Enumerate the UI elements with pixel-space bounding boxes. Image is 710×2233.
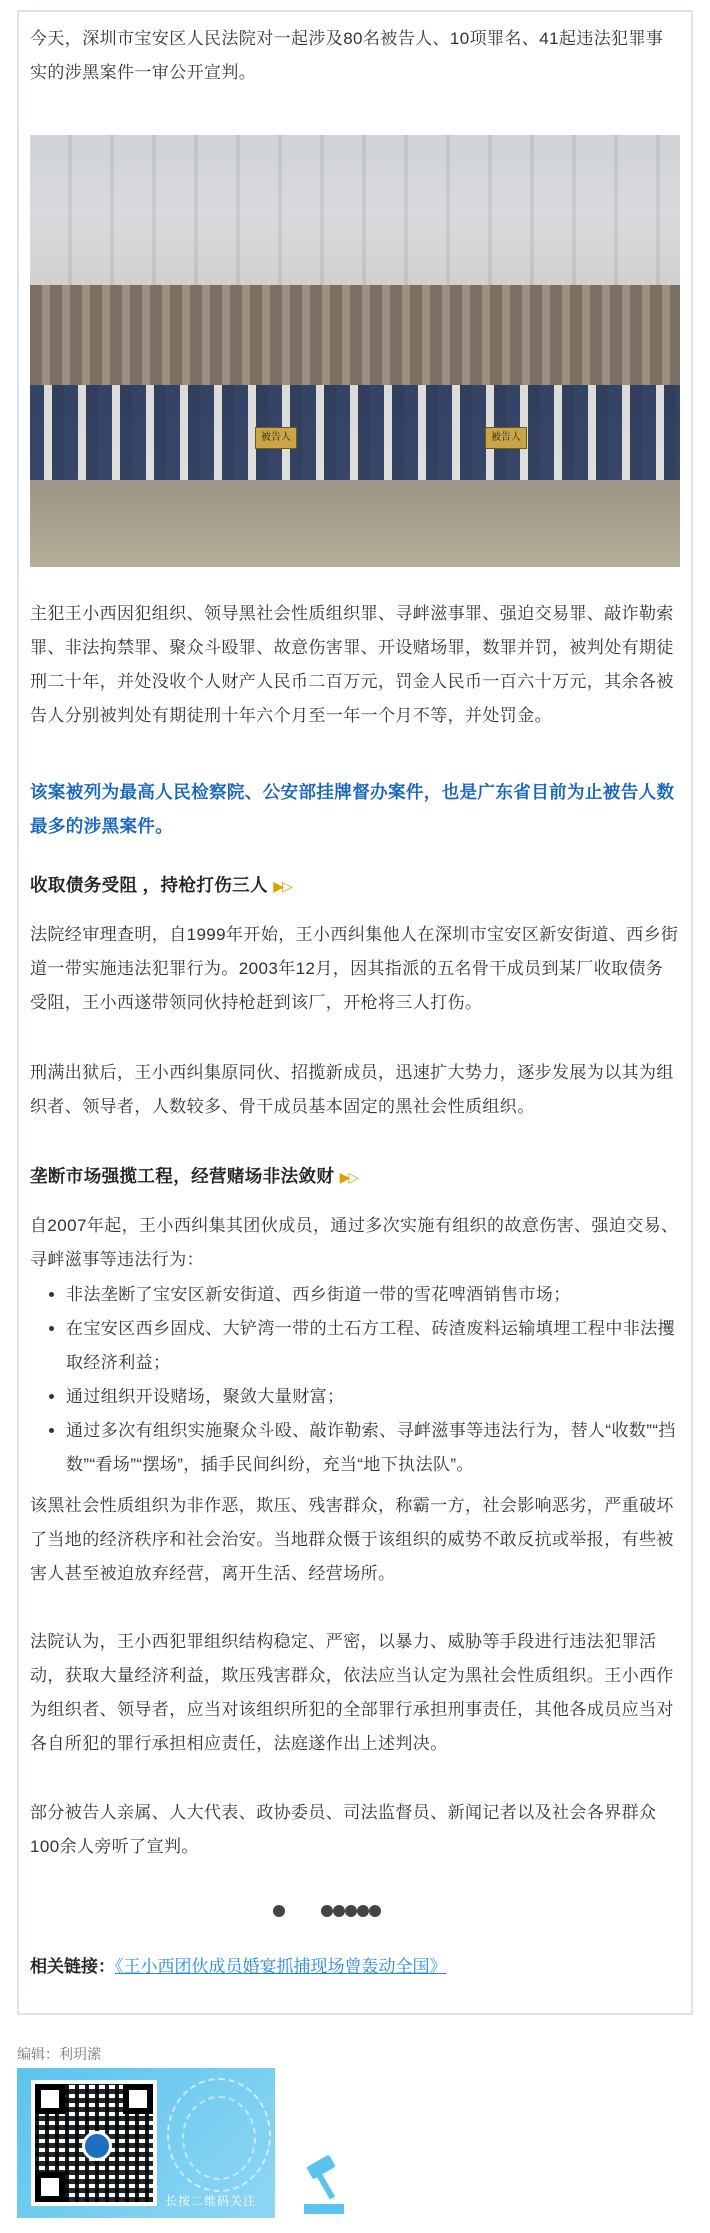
intro-paragraph: 今天，深圳市宝安区人民法院对一起涉及80名被告人、10项罪名、41起违法犯罪事实的涉黑案件一审公开宣判。 [30, 29, 664, 82]
section1-paragraph2: 刑满出狱后，王小西纠集原同伙、招揽新成员，迅速扩大势力，逐步发展为以其为组织者、领导者，人数较多、骨干成员基本固定的黑社会性质组织。 [30, 1063, 674, 1116]
courtroom-photo [30, 135, 680, 567]
list-item: • 通过多次有组织实施聚众斗殴、敲诈勒索、寻衅滋事等违法行为，替人“收数”“挡数”“看场”“摆场”，插手民间纠纷，充当“地下执法队”。 [66, 1414, 680, 1482]
defendant-sign-left: 被告人 [255, 427, 297, 449]
editor-credit: 编辑：利玥潆 [17, 2046, 101, 2062]
section2-impact-paragraph: 该黑社会性质组织为非作恶，欺压、残害群众，称霸一方，社会影响恶劣，严重破坏了当地的经济秩序和社会治安。当地群众慑于该组织的威势不敢反抗或举报，有些被害人甚至被迫放弃经营，离开生活、经营场所。 [30, 1496, 674, 1583]
section2-lead: 自2007年起，王小西纠集其团伙成员，通过多次实施有组织的故意伤害、强迫交易、寻衅滋事等违法行为： [30, 1216, 679, 1269]
section1-heading [30, 868, 680, 903]
section1-heading-text: 收取债务受阻 ，持枪打伤三人 [30, 875, 268, 895]
section2-heading-text: 垄断市场强揽工程，经营赌场非法敛财 [30, 1166, 335, 1186]
section1-paragraph1: 法院经审理查明，自1999年开始，王小西纠集他人在深圳市宝安区新安街道、西乡街道一带实施违法犯罪行为。2003年12月，因其指派的五名骨干成员到某厂收取债务受阻，王小西遂带领同伙持枪赶到该厂，开枪将三人打伤。 [30, 925, 679, 1012]
defendant-sign-right: 被告人 [485, 427, 527, 449]
related-links [30, 1952, 447, 1982]
gavel-icon [300, 2150, 360, 2220]
activity-list [30, 1278, 680, 1482]
highlight-paragraph: 该案被列为最高人民检察院、公安部挂牌督办案件，也是广东省目前为止被告人数最多的涉黑案件。 [30, 782, 675, 836]
verdict-paragraph: 主犯王小西因犯组织、领导黑社会性质组织罪、寻衅滋事罪、强迫交易罪、敲诈勒索罪、非法拘禁罪、聚众斗殴罪、故意伤害罪、开设赌场罪，数罪并罚，被判处有期徒刑二十年，并处没收个人财产人民币二百万元，罚金人民币一百六十万元，其余各被告人分别被判处有期徒刑十年六个月至一年一个月不等，并处罚金。 [30, 604, 674, 725]
court-opinion-paragraph: 法院认为，王小西犯罪组织结构稳定、严密，以暴力、威胁等手段进行违法犯罪活动，获取大量经济利益，欺压残害群众，依法应当认定为黑社会性质组织。王小西作为组织者、领导者，应当对该组织所犯的全部罪行承担刑事责任，其他各成员应当对各自所犯的罪行承担相应责任，法庭遂作出上述判决。 [30, 1632, 674, 1753]
audience-paragraph: 部分被告人亲属、人大代表、政协委员、司法监督员、新闻记者以及社会各界群众100余人旁听了宣判。 [30, 1803, 657, 1856]
qr-follow-banner [17, 2068, 275, 2218]
section2-heading [30, 1159, 680, 1194]
list-item: • 非法垄断了宝安区新安街道、西乡街道一带的雪花啤酒销售市场； [66, 1278, 680, 1312]
list-item: • 在宝安区西乡固戍、大铲湾一带的土石方工程、砖渣废料运输填埋工程中非法攫取经济利益； [66, 1312, 680, 1380]
play-arrow-icon: ▶▷ [273, 878, 291, 894]
related-label: 相关链接： [30, 1957, 115, 1976]
qr-code-icon[interactable] [31, 2080, 157, 2206]
qr-caption: 长按二维码关注 [165, 2194, 257, 2208]
list-item: • 通过组织开设赌场，聚敛大量财富； [66, 1380, 680, 1414]
related-article-link[interactable]: 《王小西团伙成员婚宴抓捕现场曾轰动全国》 [115, 1957, 447, 1976]
play-arrow-icon: ▶▷ [339, 1169, 358, 1185]
